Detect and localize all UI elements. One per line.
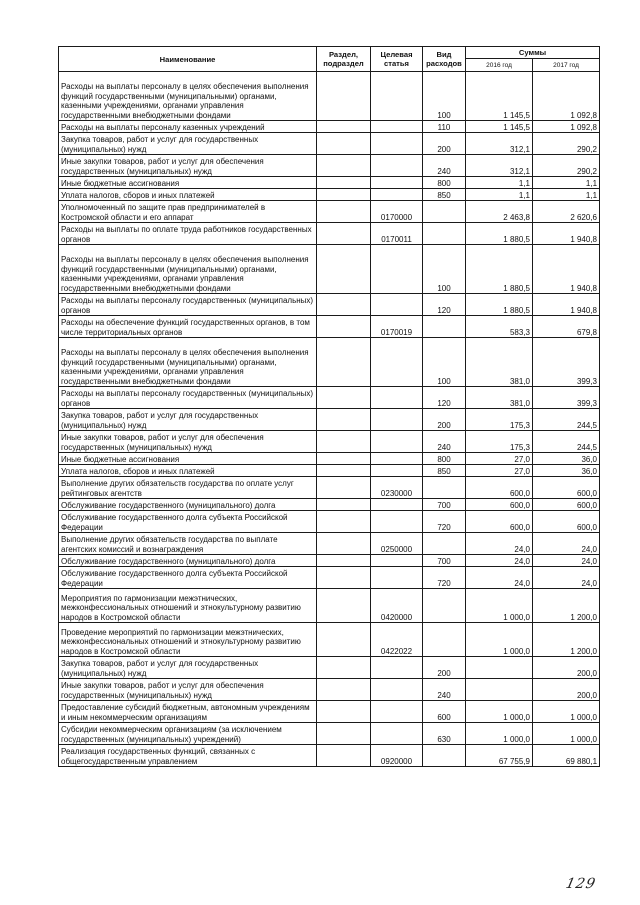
row-section [317, 745, 371, 767]
row-section [317, 623, 371, 657]
row-section [317, 499, 371, 511]
row-type: 700 [423, 555, 466, 567]
row-name: Обслуживание государственного (муниципального) долга [59, 499, 317, 511]
row-type: 200 [423, 409, 466, 431]
row-name: Закупка товаров, работ и услуг для государственных (муниципальных) нужд [59, 657, 317, 679]
row-name: Расходы на выплаты персоналу государственных (муниципальных) органов [59, 387, 317, 409]
row-section [317, 465, 371, 477]
row-section [317, 201, 371, 223]
table-row [59, 121, 600, 133]
table-row [59, 155, 600, 177]
row-name: Расходы на выплаты персоналу в целях обеспечения выполнения функций государственными (муниципальными) органами, казенными учреждениями, органами управления государственными внебюджетными фондами [59, 72, 317, 121]
row-section [317, 477, 371, 499]
row-type: 240 [423, 679, 466, 701]
row-sum-2017: 24,0 [533, 555, 600, 567]
row-sum-2016: 27,0 [466, 453, 533, 465]
row-name: Проведение мероприятий по гармонизации межэтнических, межконфессиональных отношений и этнокультурному развитию народов в Костромской области [59, 623, 317, 657]
row-section [317, 431, 371, 453]
row-type [423, 623, 466, 657]
row-section [317, 189, 371, 201]
row-type: 700 [423, 499, 466, 511]
row-sum-2017: 244,5 [533, 431, 600, 453]
table-row [59, 409, 600, 431]
header-year-2016: 2016 год [466, 59, 533, 72]
row-name: Обслуживание государственного долга субъекта Российской Федерации [59, 511, 317, 533]
row-article: 0230000 [371, 477, 423, 499]
row-section [317, 511, 371, 533]
row-article [371, 511, 423, 533]
row-sum-2016: 600,0 [466, 499, 533, 511]
row-name: Реализация государственных функций, связанных с общегосударственным управлением [59, 745, 317, 767]
table-row [59, 723, 600, 745]
row-section [317, 589, 371, 623]
row-type: 600 [423, 701, 466, 723]
row-name: Иные закупки товаров, работ и услуг для обеспечения государственных (муниципальных) нужд [59, 431, 317, 453]
table-row [59, 499, 600, 511]
row-type: 850 [423, 189, 466, 201]
header-name: Наименование [59, 47, 317, 72]
row-section [317, 533, 371, 555]
row-name: Закупка товаров, работ и услуг для государственных (муниципальных) нужд [59, 409, 317, 431]
row-name: Мероприятия по гармонизации межэтнических, межконфессиональных отношений и этнокультурному развитию народов в Костромской области [59, 589, 317, 623]
row-sum-2016: 24,0 [466, 567, 533, 589]
row-sum-2016: 600,0 [466, 477, 533, 499]
row-type: 200 [423, 657, 466, 679]
row-name: Расходы на выплаты персоналу государственных (муниципальных) органов [59, 294, 317, 316]
table-row [59, 623, 600, 657]
row-article: 0170019 [371, 316, 423, 338]
table-row [59, 338, 600, 387]
table-row [59, 679, 600, 701]
row-sum-2017: 24,0 [533, 567, 600, 589]
row-sum-2016: 1 000,0 [466, 589, 533, 623]
row-article: 0920000 [371, 745, 423, 767]
row-section [317, 316, 371, 338]
row-type [423, 223, 466, 245]
row-type [423, 745, 466, 767]
table-row [59, 567, 600, 589]
row-section [317, 177, 371, 189]
table-row [59, 294, 600, 316]
row-sum-2017: 200,0 [533, 679, 600, 701]
row-name: Обслуживание государственного долга субъекта Российской Федерации [59, 567, 317, 589]
row-sum-2017: 200,0 [533, 657, 600, 679]
row-sum-2016: 312,1 [466, 155, 533, 177]
row-article [371, 657, 423, 679]
table-row [59, 453, 600, 465]
row-sum-2016: 381,0 [466, 338, 533, 387]
row-name: Уплата налогов, сборов и иных платежей [59, 465, 317, 477]
header-sums: Суммы [466, 47, 600, 59]
row-article [371, 177, 423, 189]
row-article [371, 723, 423, 745]
table-header [59, 47, 600, 72]
row-section [317, 155, 371, 177]
row-sum-2016: 381,0 [466, 387, 533, 409]
row-name: Расходы на выплаты персоналу казенных учреждений [59, 121, 317, 133]
row-name: Расходы на выплаты по оплате труда работников государственных органов [59, 223, 317, 245]
row-section [317, 133, 371, 155]
row-article: 0422022 [371, 623, 423, 657]
table-row [59, 177, 600, 189]
row-article [371, 431, 423, 453]
table-row [59, 589, 600, 623]
row-sum-2017: 244,5 [533, 409, 600, 431]
row-type: 240 [423, 155, 466, 177]
row-section [317, 657, 371, 679]
header-section: Раздел, подраздел [317, 47, 371, 72]
row-sum-2016: 67 755,9 [466, 745, 533, 767]
table-row [59, 72, 600, 121]
row-type: 100 [423, 72, 466, 121]
row-section [317, 567, 371, 589]
row-sum-2016: 312,1 [466, 133, 533, 155]
row-section [317, 245, 371, 294]
row-article [371, 453, 423, 465]
row-sum-2017: 1 000,0 [533, 701, 600, 723]
row-type [423, 316, 466, 338]
row-article [371, 499, 423, 511]
budget-table [58, 46, 600, 767]
row-article [371, 294, 423, 316]
row-sum-2016: 600,0 [466, 511, 533, 533]
row-name: Иные бюджетные ассигнования [59, 453, 317, 465]
row-type [423, 589, 466, 623]
row-type: 850 [423, 465, 466, 477]
table-row [59, 431, 600, 453]
row-sum-2017: 1,1 [533, 177, 600, 189]
row-article: 0170011 [371, 223, 423, 245]
row-section [317, 555, 371, 567]
row-section [317, 121, 371, 133]
row-article: 0420000 [371, 589, 423, 623]
row-sum-2017: 1 000,0 [533, 723, 600, 745]
header-type: Вид расходов [423, 47, 466, 72]
row-name: Иные закупки товаров, работ и услуг для обеспечения государственных (муниципальных) нужд [59, 679, 317, 701]
table-body [59, 72, 600, 767]
row-sum-2017: 36,0 [533, 453, 600, 465]
row-type: 240 [423, 431, 466, 453]
row-article [371, 245, 423, 294]
row-type: 800 [423, 453, 466, 465]
table-row [59, 316, 600, 338]
row-sum-2017: 24,0 [533, 533, 600, 555]
row-type: 110 [423, 121, 466, 133]
row-article [371, 387, 423, 409]
row-article [371, 189, 423, 201]
row-type: 200 [423, 133, 466, 155]
row-sum-2016: 1 880,5 [466, 294, 533, 316]
row-name: Предоставление субсидий бюджетным, автономным учреждениям и иным некоммерческим организациям [59, 701, 317, 723]
row-sum-2016: 1 880,5 [466, 223, 533, 245]
row-sum-2017: 399,3 [533, 338, 600, 387]
row-sum-2017: 679,8 [533, 316, 600, 338]
row-type: 800 [423, 177, 466, 189]
row-sum-2017: 1 200,0 [533, 623, 600, 657]
row-section [317, 679, 371, 701]
row-sum-2016 [466, 679, 533, 701]
row-section [317, 72, 371, 121]
row-article [371, 155, 423, 177]
row-name: Выполнение других обязательств государства по выплате агентских комиссий и вознаграждения [59, 533, 317, 555]
row-sum-2016: 1 145,5 [466, 72, 533, 121]
row-sum-2017: 600,0 [533, 499, 600, 511]
row-name: Обслуживание государственного (муниципального) долга [59, 555, 317, 567]
table-row [59, 133, 600, 155]
row-sum-2016: 1 000,0 [466, 723, 533, 745]
row-name: Уплата налогов, сборов и иных платежей [59, 189, 317, 201]
row-name: Расходы на выплаты персоналу в целях обеспечения выполнения функций государственными (муниципальными) органами, казенными учреждениями, органами управления государственными внебюджетными фондами [59, 245, 317, 294]
row-section [317, 453, 371, 465]
row-sum-2016: 1 880,5 [466, 245, 533, 294]
row-sum-2016: 1 000,0 [466, 623, 533, 657]
header-year-2017: 2017 год [533, 59, 600, 72]
row-name: Расходы на выплаты персоналу в целях обеспечения выполнения функций государственными (муниципальными) органами, казенными учреждениями, органами управления государственными внебюджетными фондами [59, 338, 317, 387]
table-row [59, 189, 600, 201]
row-type: 720 [423, 511, 466, 533]
row-sum-2016: 27,0 [466, 465, 533, 477]
row-article [371, 555, 423, 567]
table-row [59, 701, 600, 723]
table-row [59, 511, 600, 533]
row-article [371, 701, 423, 723]
row-article: 0170000 [371, 201, 423, 223]
row-name: Иные бюджетные ассигнования [59, 177, 317, 189]
row-section [317, 338, 371, 387]
table-row [59, 201, 600, 223]
row-sum-2017: 1 200,0 [533, 589, 600, 623]
row-sum-2016: 2 463,8 [466, 201, 533, 223]
row-sum-2017: 600,0 [533, 477, 600, 499]
row-name: Выполнение других обязательств государства по оплате услуг рейтинговых агентств [59, 477, 317, 499]
row-sum-2017: 399,3 [533, 387, 600, 409]
row-article [371, 679, 423, 701]
row-article: 0250000 [371, 533, 423, 555]
header-article: Целевая статья [371, 47, 423, 72]
row-sum-2017: 1 940,8 [533, 294, 600, 316]
row-name: Закупка товаров, работ и услуг для государственных (муниципальных) нужд [59, 133, 317, 155]
row-article [371, 133, 423, 155]
row-sum-2016: 24,0 [466, 555, 533, 567]
table-row [59, 555, 600, 567]
row-sum-2016: 1 000,0 [466, 701, 533, 723]
row-section [317, 223, 371, 245]
row-sum-2017: 290,2 [533, 133, 600, 155]
row-type [423, 201, 466, 223]
row-name: Иные закупки товаров, работ и услуг для обеспечения государственных (муниципальных) нужд [59, 155, 317, 177]
row-type: 100 [423, 245, 466, 294]
row-sum-2016: 24,0 [466, 533, 533, 555]
row-sum-2016: 175,3 [466, 431, 533, 453]
row-sum-2017: 36,0 [533, 465, 600, 477]
row-section [317, 409, 371, 431]
table-row [59, 745, 600, 767]
row-name: Уполномоченный по защите прав предпринимателей в Костромской области и его аппарат [59, 201, 317, 223]
row-sum-2016: 175,3 [466, 409, 533, 431]
row-type: 720 [423, 567, 466, 589]
row-type: 120 [423, 387, 466, 409]
row-article [371, 338, 423, 387]
row-type: 120 [423, 294, 466, 316]
row-section [317, 723, 371, 745]
row-sum-2016: 1,1 [466, 177, 533, 189]
row-article [371, 409, 423, 431]
row-article [371, 72, 423, 121]
row-sum-2017: 600,0 [533, 511, 600, 533]
row-type [423, 477, 466, 499]
row-sum-2016 [466, 657, 533, 679]
row-sum-2017: 2 620,6 [533, 201, 600, 223]
row-article [371, 121, 423, 133]
row-section [317, 701, 371, 723]
row-section [317, 387, 371, 409]
row-sum-2016: 1 145,5 [466, 121, 533, 133]
table-row [59, 387, 600, 409]
row-type: 100 [423, 338, 466, 387]
table-row [59, 245, 600, 294]
row-article [371, 567, 423, 589]
page-number: 129 [564, 876, 598, 892]
row-type: 630 [423, 723, 466, 745]
row-name: Расходы на обеспечение функций государственных органов, в том числе территориальных органов [59, 316, 317, 338]
row-sum-2017: 1 092,8 [533, 121, 600, 133]
row-sum-2017: 1 092,8 [533, 72, 600, 121]
table-row [59, 465, 600, 477]
row-sum-2016: 583,3 [466, 316, 533, 338]
row-section [317, 294, 371, 316]
row-sum-2017: 290,2 [533, 155, 600, 177]
row-type [423, 533, 466, 555]
row-sum-2017: 1 940,8 [533, 223, 600, 245]
row-sum-2017: 1 940,8 [533, 245, 600, 294]
row-sum-2017: 1,1 [533, 189, 600, 201]
table-row [59, 477, 600, 499]
row-sum-2017: 69 880,1 [533, 745, 600, 767]
row-name: Субсидии некоммерческим организациям (за исключением государственных (муниципальных) учреждений) [59, 723, 317, 745]
table-row [59, 657, 600, 679]
table-row [59, 223, 600, 245]
row-sum-2016: 1,1 [466, 189, 533, 201]
row-article [371, 465, 423, 477]
table-row [59, 533, 600, 555]
